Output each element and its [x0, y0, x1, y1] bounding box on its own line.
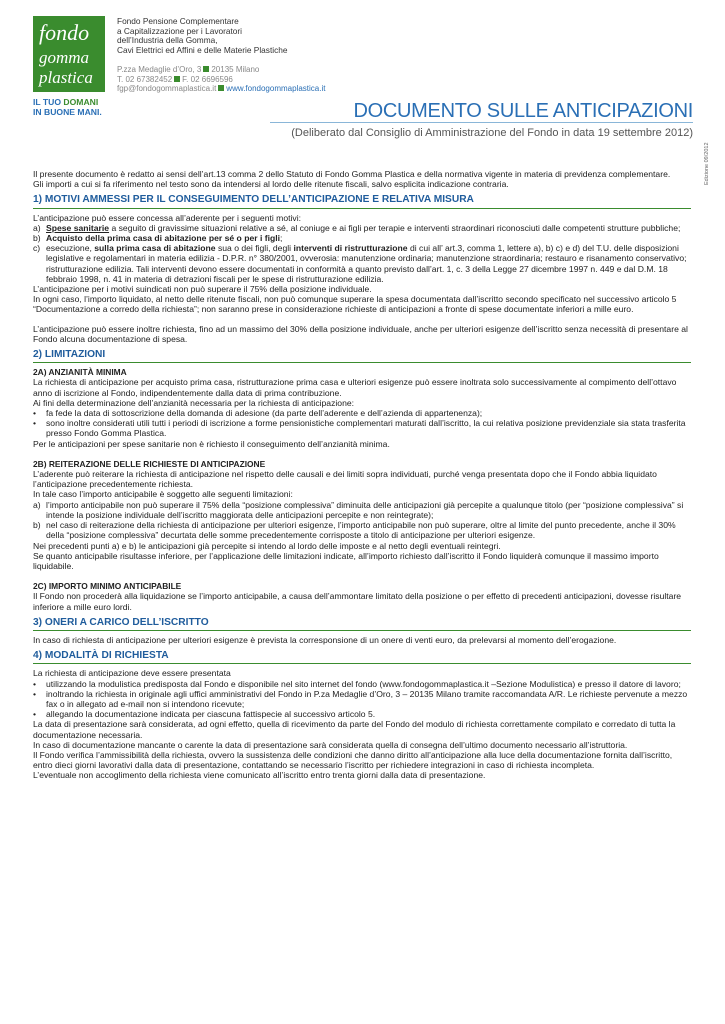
org-line: a Capitalizzazione per i Lavoratori: [117, 25, 242, 36]
telephone: T. 02 67382452: [117, 74, 173, 84]
paragraph: L’eventuale non accoglimento della richiesta viene comunicato all’iscritto entro trenta giorni dalla data di presentazione.: [33, 770, 486, 781]
fax: F. 02 6696596: [182, 74, 233, 84]
list-text: a seguito di gravissime situazioni relative a sé, al coniuge e ai figli per terapie e interventi straordinari riconosciuti dalle competenti strutture pubbliche;: [109, 222, 681, 233]
logo-word-fondo: fondo: [39, 20, 90, 45]
list-marker: a): [33, 222, 41, 233]
section-heading: 1) MOTIVI AMMESSI PER IL CONSEGUIMENTO DELL’ANTICIPAZIONE E RELATIVA MISURA: [33, 195, 691, 208]
bullet-icon: •: [33, 418, 37, 429]
paragraph: Per le anticipazioni per spese sanitarie non è richiesto il conseguimento dell’anzianità minima.: [33, 438, 390, 449]
subsection-heading: 2A) ANZIANITÀ MINIMA: [33, 367, 127, 378]
logo: [33, 16, 105, 92]
list-text: di cui all’ art.3, comma 1, lettere a), b) c) e d) del T.U. delle disposizioni legislative e regolamentari in materia edilizia - D.P.R. n° 380/2001, ovverosia: manutenzione ordinaria; manutenzione straordinaria; restauro e risanamento conservativo; ristrutturazione edilizia. Tali interventi devono essere documentati in conformità a quanto previsto dall’art. 1, c. 3 della Legge 27 dicembre 1997 n. 449 e dal D.M. 18 febbraio 1998, n. 41 in materia di detrazioni fiscali per le spese di ristrutturazione edilizia.: [46, 243, 687, 284]
website-link[interactable]: www.fondogommaplastica.it: [226, 84, 326, 93]
bold-term: Spese sanitarie: [46, 222, 110, 233]
list-text: sono inoltre considerati utili tutti i periodi di iscrizione a forme pensionistiche complementari maturati dall’iscritto, la cui relativa posizione previdenziale sia stata trasferita presso Fondo Gomma Plastica.: [46, 418, 686, 439]
bullet-icon: •: [33, 688, 37, 699]
paragraph: Se quanto anticipabile risultasse inferiore, per l’applicazione delle limitazioni indicate, all’importo richiesto dall’iscritto il Fondo liquiderà comunque il massimo importo liquidabile.: [33, 550, 659, 571]
paragraph: L’aderente può reiterare la richiesta di anticipazione nel rispetto delle causali e dei limiti sopra individuati, purché venga presentata dopo che il Fondo abbia liquidato l’anticipazione precedentemente richiesta.: [33, 469, 657, 490]
list-text: nel caso di reiterazione della richiesta di anticipazione per ulteriori esigenze, l’importo anticipabile non può superare, oltre al limite del punto precedente, anche il 30% della “posizione complessiva” decurtata delle somme precedentemente corrisposte a titolo di anticipazione per ulteriori esigenze.: [46, 520, 676, 541]
list-item: [33, 408, 691, 418]
green-square-icon: [203, 66, 209, 72]
list-item: [33, 709, 691, 719]
list-item: [33, 243, 691, 284]
list-marker: c): [33, 243, 41, 254]
list-text: l’importo anticipabile non può superare il 75% della “posizione complessiva” diminuita delle anticipazioni già percepite a qualunque titolo (per “posizione complessiva” si intende la posizione individuale dell’iscritto maggiorata delle anticipazioni percepite e non reintegrate);: [46, 499, 684, 520]
list-item: [33, 679, 691, 689]
list-marker: b): [33, 233, 41, 244]
paragraph: In caso di richiesta di anticipazione per ulteriori esigenze è prevista la corresponsione di un onere di venti euro, da prelevarsi al momento dell’erogazione.: [33, 634, 617, 645]
address-city: 20135 Milano: [211, 65, 260, 74]
list-item: [33, 500, 691, 520]
paragraph: L’anticipazione per i motivi suindicati non può superare il 75% della posizione individuale.: [33, 284, 372, 295]
paragraph: Il Fondo verifica l’ammissibilità della richiesta, ovvero la sussistenza delle condizioni che danno diritto all’anticipazione alla luce della documentazione fornita dall’iscritto, entro dieci giorni lavorativi dalla data di presentazione, contattando se necessario l’iscritto per richiedere integrazioni in caso di richiesta incompleta.: [33, 749, 673, 771]
bullet-icon: •: [33, 709, 37, 720]
bold-term: interventi di ristrutturazione: [293, 243, 408, 254]
tagline-em: DOMANI: [63, 97, 99, 107]
intro-paragraph: Il presente documento è redatto ai sensi dell’art.13 comma 2 dello Statuto di Fondo Gomma Plastica e della normativa vigente in materia di previdenza complementare.: [33, 169, 671, 179]
subsection-heading: 2B) REITERAZIONE DELLE RICHIESTE DI ANTICIPAZIONE: [33, 458, 266, 469]
paragraph: L’anticipazione può essere inoltre richiesta, fino ad un massimo del 30% della posizione individuale, anche per ulteriori esigenze dell’iscritto senza necessità di presentare al Fondo alcuna documentazione di spesa.: [33, 323, 688, 344]
paragraph: L’anticipazione può essere concessa all’aderente per i seguenti motivi:: [33, 212, 302, 223]
intro-paragraph: Gli importi a cui si fa riferimento nel testo sono da intendersi al lordo delle ritenute fiscali, salvo esplicita indicazione contraria.: [33, 179, 509, 190]
paragraph: In ogni caso, l’importo liquidato, al netto delle ritenute fiscali, non può comunque superare la spesa documentata dall’iscritto secondo specificato nel successivo articolo 5 “Documentazione a corredo della richiesta”; non saranno prese in considerazione richieste di anticipazioni a fronte di spese documentate inferiori a mille euro.: [33, 294, 677, 315]
email-link[interactable]: fgp@fondogommaplastica.it: [117, 84, 217, 93]
list-text: esecuzione,: [46, 243, 95, 254]
green-square-icon: [174, 76, 180, 82]
paragraph: In caso di documentazione mancante o carente la data di presentazione sarà considerata quella di consegna dell’ultimo documento necessario all’istruttoria.: [33, 739, 628, 750]
paragraph: La richiesta di anticipazione deve essere presentata: [33, 668, 231, 679]
document-title: DOCUMENTO SULLE ANTICIPAZIONI: [353, 100, 693, 122]
list-item: [33, 520, 691, 540]
tagline-pre: IL TUO: [33, 97, 64, 107]
document-subtitle: (Deliberato dal Consiglio di Amministrazione del Fondo in data 19 settembre 2012): [291, 127, 693, 139]
org-line: dell’Industria della Gomma,: [117, 35, 218, 46]
org-line: Cavi Elettrici ed Affini e delle Materie Plastiche: [117, 45, 288, 56]
bold-term: Acquisto della prima casa di abitazione per sé o per i figli: [46, 233, 281, 244]
tagline: [33, 97, 102, 117]
paragraph: Il Fondo non procederà alla liquidazione se l’importo anticipabile, a causa dell’ammontare limitato della posizione o per effetto di precedenti anticipazioni, dovesse risultare inferiore a mille euro lordi.: [33, 591, 682, 612]
organization-name: [117, 17, 287, 56]
paragraph: In tale caso l’importo anticipabile è soggetto alle seguenti limitazioni:: [33, 489, 293, 500]
document-body: [33, 169, 691, 781]
logo-word-plastica: plastica: [39, 68, 93, 87]
section-heading: 4) MODALITÀ DI RICHIESTA: [33, 651, 691, 664]
bullet-icon: •: [33, 678, 37, 689]
logo-word-gomma: gomma: [39, 48, 90, 67]
section-heading: 3) ONERI A CARICO DELL’ISCRITTO: [33, 618, 691, 631]
list-text: fa fede la data di sottoscrizione della domanda di adesione (da parte dell’aderente e dell’azienda di appartenenza);: [46, 408, 483, 419]
tagline-line2: IN BUONE MANI.: [33, 107, 102, 117]
bullet-icon: •: [33, 408, 37, 419]
list-text: sua o dei figli, degli: [215, 243, 294, 254]
address-street: P.zza Medaglie d’Oro, 3: [117, 65, 202, 74]
list-item: [33, 418, 691, 438]
edition-label: Edizione 09/2012: [704, 142, 710, 185]
list-text: utilizzando la modulistica predisposta dal Fondo e disponibile nel sito internet del fondo (www.fondogommaplastica.it –Sezione Modulistica) e presso il datore di lavoro;: [46, 678, 681, 689]
list-text: inoltrando la richiesta in originale agli uffici amministrativi del Fondo in P.za Medaglie d’Oro, 3 – 20135 Milano tramite raccomandata A/R. Le richieste pervenute a mezzo fax o in allegato ad e-mail non si intendono ricevute;: [46, 688, 688, 709]
paragraph: Nei precedenti punti a) e b) le anticipazioni già percepite si intendo al lordo delle imposte e al netto degli eventuali reintegri.: [33, 540, 501, 551]
list-text: allegando la documentazione indicata per ciascuna fattispecie al successivo articolo 5.: [46, 709, 376, 720]
list-item: [33, 689, 691, 709]
org-line: Fondo Pensione Complementare: [117, 16, 239, 26]
list-text: ;: [280, 233, 283, 244]
list-marker: b): [33, 520, 41, 531]
list-item: [33, 223, 691, 233]
title-divider: [270, 122, 693, 123]
address-block: [117, 65, 325, 94]
paragraph: La richiesta di anticipazione per acquisto prima casa, ristrutturazione prima casa e ulteriori esigenze può essere inoltrata solo successivamente al compimento dell’ottavo anno di iscrizione al Fondo, indipendentemente dalla data di prima contribuzione.: [33, 377, 677, 398]
subsection-heading: 2C) IMPORTO MINIMO ANTICIPABILE: [33, 581, 182, 592]
green-square-icon: [218, 85, 224, 91]
list-item: [33, 233, 691, 243]
section-heading: 2) LIMITAZIONI: [33, 350, 691, 363]
list-marker: a): [33, 499, 41, 510]
paragraph: Ai fini della determinazione dell’anzianità necessaria per la richiesta di anticipazione:: [33, 397, 355, 408]
paragraph: La data di presentazione sarà considerata, ad ogni effetto, quella di ricevimento da parte del Fondo del modulo di richiesta correttamente compilato e corredato di tutta la documentazione necessaria.: [33, 719, 676, 740]
bold-term: sulla prima casa di abitazione: [94, 243, 216, 254]
